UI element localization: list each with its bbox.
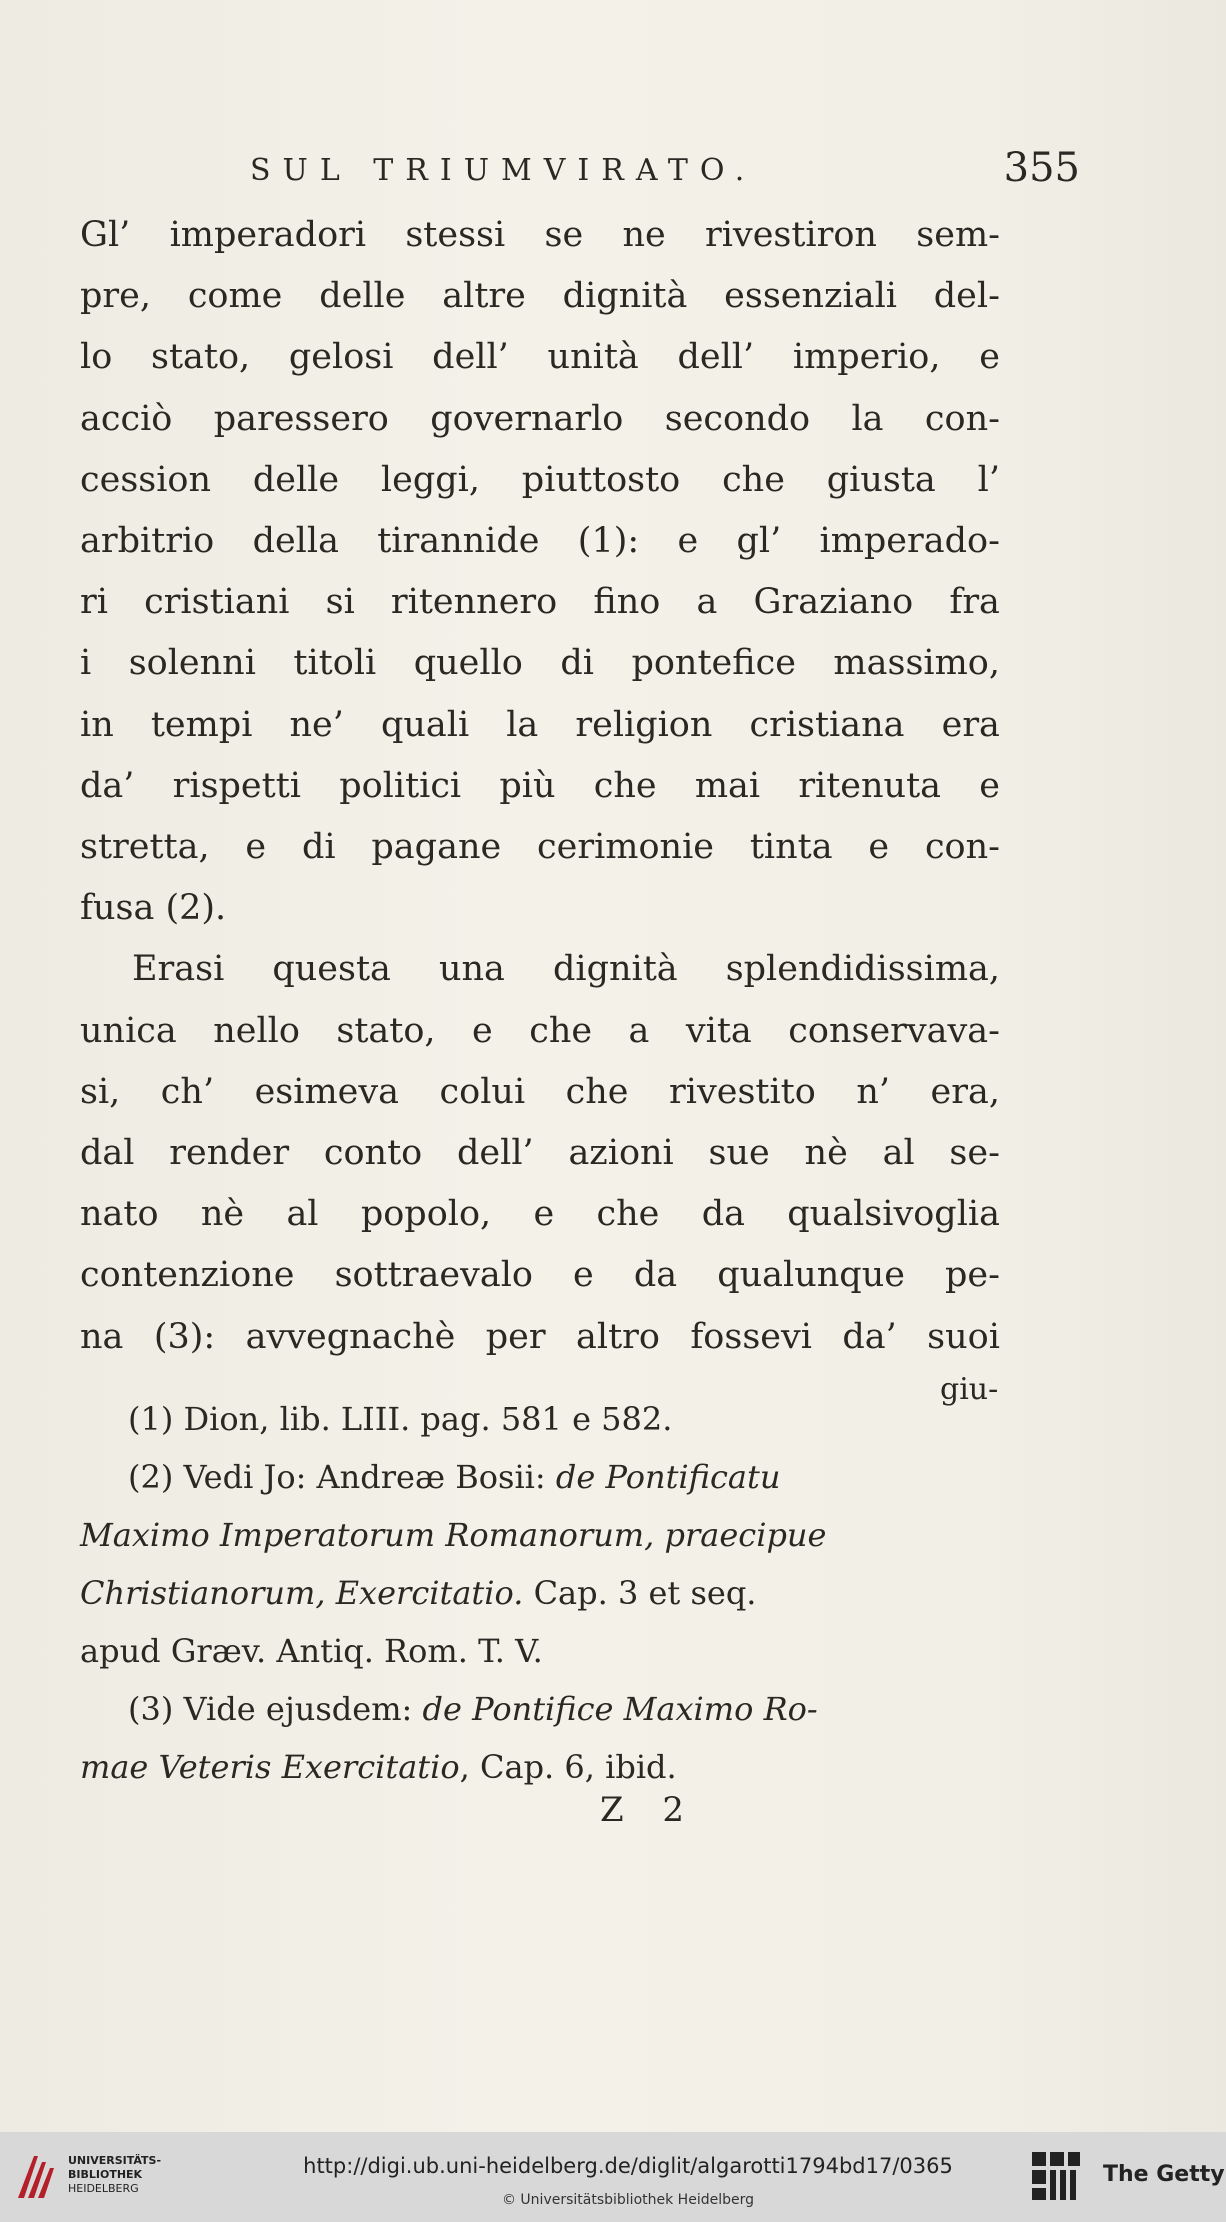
word: una [438,949,505,990]
word: al [286,1194,319,1235]
word: da [701,1194,745,1235]
word: quali [380,704,470,745]
word: piuttosto [521,459,681,500]
text-line [80,389,1000,450]
word: della [252,521,339,562]
word: giusta [826,459,936,500]
word: e [979,337,1000,378]
word: ne [622,215,666,255]
word: la [851,398,884,439]
text-line: fusa (2). [80,888,227,929]
word: (1): [577,521,640,562]
word: e [472,1010,493,1051]
text-line [80,1184,1000,1245]
word: imperadori [169,215,367,255]
text-line [80,1123,1000,1184]
word: tempi [150,704,253,745]
getty-logo-icon [1030,2150,1082,2202]
footnote-1: (1) Dion, lib. LIII. pag. 581 e 582. [128,1400,673,1438]
word: nato [80,1194,159,1235]
word: la [506,704,539,745]
text-line [80,1245,1000,1306]
word: cristiana [749,704,905,745]
word: che [565,1071,629,1112]
uni-name-line: HEIDELBERG [68,2182,139,2195]
word: (3): [153,1316,216,1357]
word: con- [924,827,1000,868]
viewer-footer [0,2132,1226,2222]
word: secondo [664,398,811,439]
word: a [696,582,718,623]
word: massimo, [833,643,1000,684]
word: stretta, [80,827,210,868]
word: governarlo [430,398,624,439]
word: stato, [151,337,251,378]
word: pre, [80,276,151,317]
footnote-2 [80,1448,1020,1506]
footnote-2-cont [80,1564,1020,1622]
footnote-title: de Pontifice Maximo Ro- [422,1690,818,1728]
word: ritennero [390,582,558,623]
word: essenziali [724,276,897,317]
word: dell’ [677,337,755,378]
word: popolo, [360,1194,492,1235]
word: unica [80,1010,177,1051]
word: conto [323,1133,423,1174]
footnote-title: Christianorum, Exercitatio. [80,1574,524,1612]
word: si, [80,1071,121,1112]
word: che [593,765,657,806]
page-number: 355 [1003,145,1080,191]
footnote-3-cont [80,1738,1020,1796]
word: lo [80,337,113,378]
footnote-3 [80,1680,1020,1738]
word: rivestiron [705,215,877,255]
word: conservava- [788,1010,1000,1051]
word: se [544,215,584,255]
word: rispetti [172,765,301,806]
word: l’ [977,459,1000,500]
catchword: giu- [940,1372,999,1407]
footnote-title: Maximo Imperatorum Romanorum, praecipue [80,1516,827,1554]
text-line [80,939,1000,1000]
word: che [722,459,785,500]
word: delle [319,276,406,317]
page-header [80,145,1080,195]
word: nello [213,1010,300,1051]
footnotes [80,1390,1020,1796]
word: di [301,827,336,868]
word: Gl’ [80,215,131,255]
word: azioni [568,1133,674,1174]
word: leggi, [380,459,480,500]
word: come [187,276,283,317]
word: altro [576,1316,660,1357]
word: in [80,704,114,745]
word: si [325,582,355,623]
text-line [80,1307,1000,1368]
text-line [80,1001,1000,1062]
text-line [80,572,1000,633]
word: cerimonie [537,827,714,868]
text-line [80,205,1000,266]
word: ch’ [160,1071,215,1112]
word: contenzione [80,1255,295,1296]
text-line [80,817,1000,878]
getty-name: The Getty [1103,2162,1225,2187]
word: al [882,1133,915,1174]
word: del- [933,276,1000,317]
word: sottraevalo [334,1255,533,1296]
permalink-url[interactable]: http://digi.ub.uni-heidelberg.de/diglit/algarotti1794bd17/0365 [303,2154,953,2178]
word: che [596,1194,660,1235]
word: a [628,1010,650,1051]
word: i [80,643,92,684]
word: e [868,827,890,868]
word: dell’ [457,1133,534,1174]
word: che [529,1010,593,1051]
word: questa [272,949,391,990]
word: pe- [945,1255,1000,1296]
word: pagane [371,827,502,868]
word: arbitrio [80,521,215,562]
word: altre [442,276,526,317]
text-line [80,450,1000,511]
word: vita [685,1010,752,1051]
word: cristiani [144,582,290,623]
word: dell’ [432,337,509,378]
word: ne’ [289,704,344,745]
word: delle [252,459,340,500]
text-line [80,327,1000,388]
word: dignità [562,276,688,317]
word: avvegnachè [245,1316,456,1357]
footnote-text: Cap. 3 et seq. [533,1574,757,1612]
word: nè [200,1194,245,1235]
footnote-2-cont: apud Græv. Antiq. Rom. T. V. [80,1632,543,1670]
footnote-text: (3) Vide ejusdem: [128,1690,413,1728]
word: fra [949,582,1000,623]
word: politici [339,765,462,806]
word: dignità [552,949,678,990]
word: Erasi [132,949,225,990]
word: suoi [927,1316,1000,1357]
word: se- [949,1133,1000,1174]
word: dal [80,1133,135,1174]
word: unità [547,337,639,378]
word: tirannide [377,521,540,562]
word: stato, [336,1010,436,1051]
word: render [169,1133,290,1174]
word: e [533,1194,555,1235]
footnote-title: de Pontificatu [555,1458,781,1496]
running-head: SUL TRIUMVIRATO. [250,153,757,188]
text-line [80,756,1000,817]
footnote-2-cont [80,1506,1020,1564]
word: e [677,521,699,562]
text-line [80,633,1000,694]
word: stessi [405,215,506,255]
word: splendidissima, [725,949,1000,990]
word: gl’ [736,521,782,562]
text-line [80,266,1000,327]
word: Graziano [753,582,914,623]
word: colui [439,1071,526,1112]
word: più [499,765,556,806]
word: ri [80,582,108,623]
word: fossevi [690,1316,812,1357]
word: da [633,1255,678,1296]
word: qualunque [717,1255,905,1296]
uni-name-line: UNIVERSITÄTS- [68,2154,162,2167]
footnote-text: (2) Vedi Jo: Andreæ Bosii: [128,1458,546,1496]
word: con- [924,398,1000,439]
word: sem- [916,215,1000,255]
word: na [80,1316,124,1357]
word: imperio, [792,337,941,378]
word: nè [804,1133,848,1174]
word: qualsivoglia [787,1194,1000,1235]
word: pontefice [631,643,796,684]
word: esimeva [254,1071,400,1112]
word: solenni [128,643,256,684]
word: per [485,1316,546,1357]
word: da’ [842,1316,897,1357]
signature-mark: Z 2 [600,1790,699,1830]
word: n’ [856,1071,890,1112]
word: da’ [80,765,135,806]
word: rivestito [669,1071,816,1112]
copyright-notice: © Universitätsbibliothek Heidelberg [501,2192,754,2208]
word: fino [593,582,661,623]
word: e [573,1255,594,1296]
footnote-text: , Cap. 6, ibid. [459,1748,677,1786]
body-text [80,205,1000,1368]
word: titoli [293,643,377,684]
footnote-title: mae Veteris Exercitatio [80,1748,460,1786]
word: acciò [80,398,173,439]
word: e [979,765,1000,806]
word: era [941,704,1000,745]
word: sue [708,1133,770,1174]
word: quello [413,643,523,684]
word: ritenuta [798,765,942,806]
word: religion [575,704,713,745]
word: era, [930,1071,1000,1112]
word: gelosi [288,337,394,378]
word: di [560,643,594,684]
word: imperado- [819,521,1000,562]
uni-name-line: BIBLIOTHEK [68,2168,143,2181]
text-line [80,1062,1000,1123]
text-line [80,511,1000,572]
word: paressero [213,398,389,439]
word: mai [694,765,761,806]
word: tinta [749,827,833,868]
word: e [245,827,267,868]
word: cession [80,459,212,500]
text-line [80,695,1000,756]
